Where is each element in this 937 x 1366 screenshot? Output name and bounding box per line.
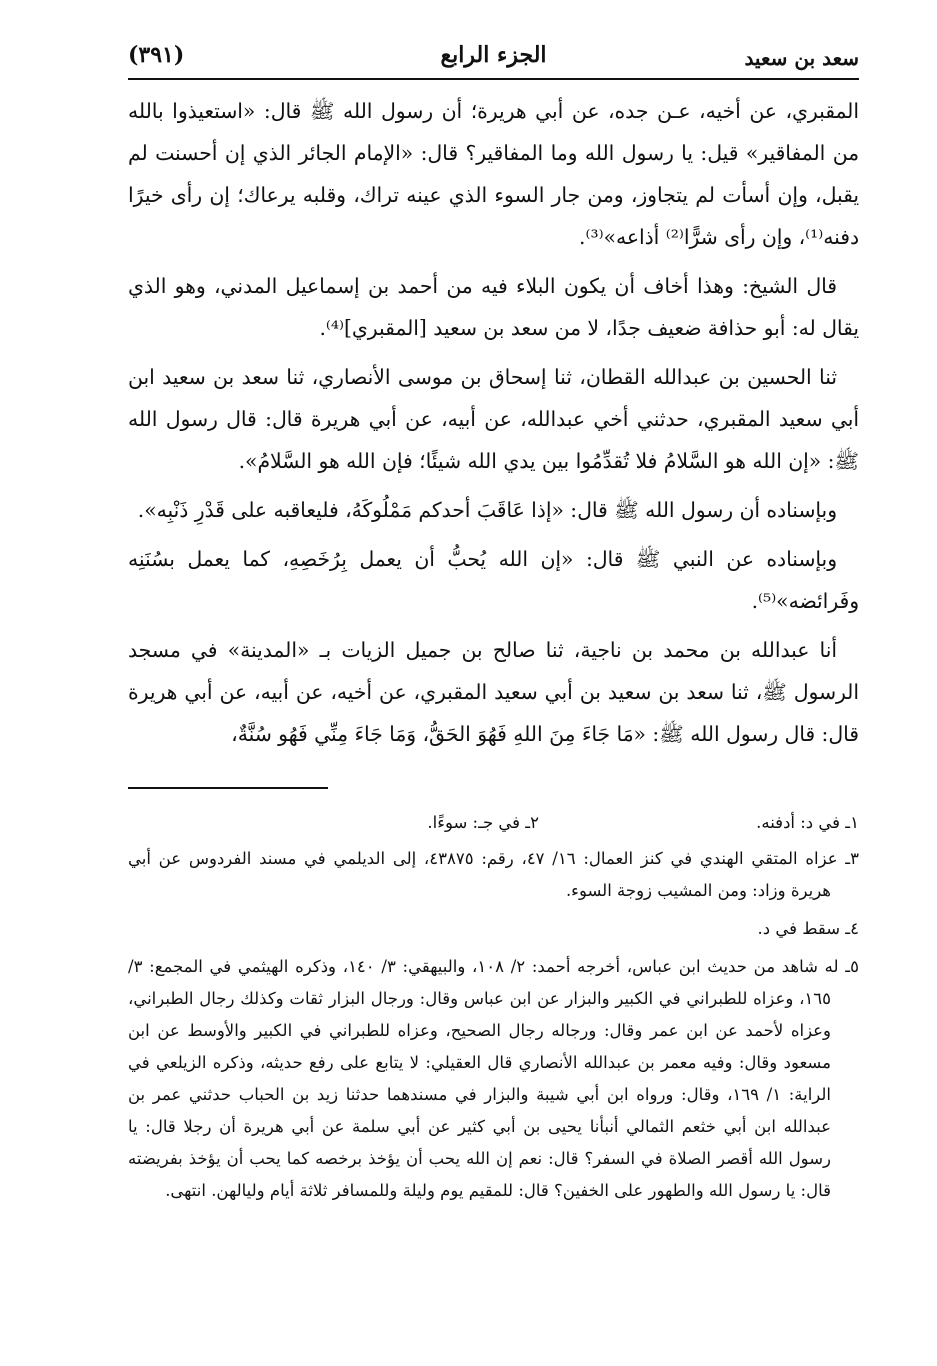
footnote-1: ١ـ في د: أدفنه. xyxy=(756,813,859,832)
paragraph: ثنا الحسين بن عبدالله القطان، ثنا إسحاق بن موسى الأنصاري، ثنا سعد بن سعيد ابن أبي سعيد المقبري، حدثني أخي عبدالله، عن أبيه، عن أبي هريرة قال: قال رسول الله ﷺ: «إن الله هو السَّلامُ فلا تُقدِّمُوا بين يدي الله شيئًا؛ فإن الله هو السَّلامُ». xyxy=(128,365,859,473)
footnote-3: ٣ـ عزاه المتقي الهندي في كنز العمال: ١٦/ ٤٧، رقم: ٤٣٨٧٥، إلى الديلمي في مسند الفردوس عن أبي هريرة وزاد: ومن المشيب زوجة السوء. xyxy=(128,849,859,900)
main-text xyxy=(128,90,859,755)
paragraph: المقبري، عن أخيه، عـن جده، عن أبي هريرة؛ أن رسول الله ﷺ قال: «استعيذوا بالله من المفاقير» قيل: يا رسول الله وما المفاقير؟ قال: «الإمام الجائر الذي إن أحسنت لم يقبل، وإن أسأت لم يتجاوز، ومن جار السوء الذي عينه تراك، وقلبه يرعاك؛ إن رأى خيرًا دفنه⁽¹⁾، وإن رأى شرًّا⁽²⁾ أذاعه»⁽³⁾. xyxy=(128,99,859,249)
footnote-4: ٤ـ سقط في د. xyxy=(757,919,859,938)
book-title: سعد بن سعيد xyxy=(744,46,859,70)
paragraph: أنا عبدالله بن محمد بن ناجية، ثنا صالح بن جميل الزيات بـ «المدينة» في مسجد الرسول ﷺ، ثنا سعد بن سعيد بن أبي سعيد المقبري، عن أخيه، عن أبيه، عن أبي هريرة قال: قال رسول الله ﷺ: «مَا جَاءَ مِنَ اللهِ فَهُوَ الحَقُّ، وَمَا جَاءَ مِنِّي فَهُو سُنَّةٌ، xyxy=(128,638,859,746)
volume-title: الجزء الرابع xyxy=(440,42,547,68)
footnote-2: ٢ـ في جـ: سوءًا. xyxy=(427,813,539,832)
footnotes xyxy=(128,807,859,1207)
page-header xyxy=(128,38,859,80)
footnote-5: ٥ـ له شاهد من حديث ابن عباس، أخرجه أحمد: ٢/ ١٠٨، والبيهقي: ٣/ ١٤٠، وذكره الهيثمي في المجمع: ٣/ ١٦٥، وعزاه للطبراني في الكبير والبزار عن ابن عباس وقال: ورجال البزار ثقات وكذلك رجال الطبراني، وعزاه لأحمد عن ابن عمر وقال: ورجاله رجال الصحيح، وعزاه للطبراني في الكبير والأوسط عن ابن مسعود وقال: وفيه معمر بن عبدالله الأنصاري قال العقيلي: لا يتابع على رفع حديثه، وذكره الزيلعي في الراية: ١/ ١٦٩، وقال: ورواه ابن أبي شيبة والبزار في مسندهما حدثنا زيد بن الحباب حدثني عمر بن عبدالله ابن أبي خثعم الثمالي أنبأنا يحيى بن أبي كثير عن أبي سلمة عن أبي هريرة أن رجلا قال: يا رسول الله أقصر الصلاة في السفر؟ قال: نعم إن الله يحب أن يؤخذ برخصه كما يحب أن يؤخذ بفريضته قال: يا رسول الله والطهور على الخفين؟ قال: للمقيم يوم وليلة وللمسافر ثلاثة أيام وليالهن. انتهى. xyxy=(128,957,859,1200)
paragraph: وبإسناده أن رسول الله ﷺ قال: «إذا عَاقَبَ أحدكم مَمْلُوكَهُ، فليعاقبه على قَدْرِ ذَنْبِه». xyxy=(137,498,837,522)
paragraph: قال الشيخ: وهذا أخاف أن يكون البلاء فيه من أحمد بن إسماعيل المدني، وهو الذي يقال له: أبو حذافة ضعيف جدًا، لا من سعد بن سعيد [المقبري]⁽⁴⁾. xyxy=(128,274,859,340)
footnote-separator xyxy=(128,787,328,789)
footnote-row xyxy=(128,807,859,839)
paragraph: وبإسناده عن النبي ﷺ قال: «إن الله يُحبُّ أن يعمل بِرُخَصِهِ، كما يعمل بسُنَنِه وفَرائضه»⁽⁵⁾. xyxy=(128,547,859,613)
page-number: (٣٩١) xyxy=(128,42,185,68)
